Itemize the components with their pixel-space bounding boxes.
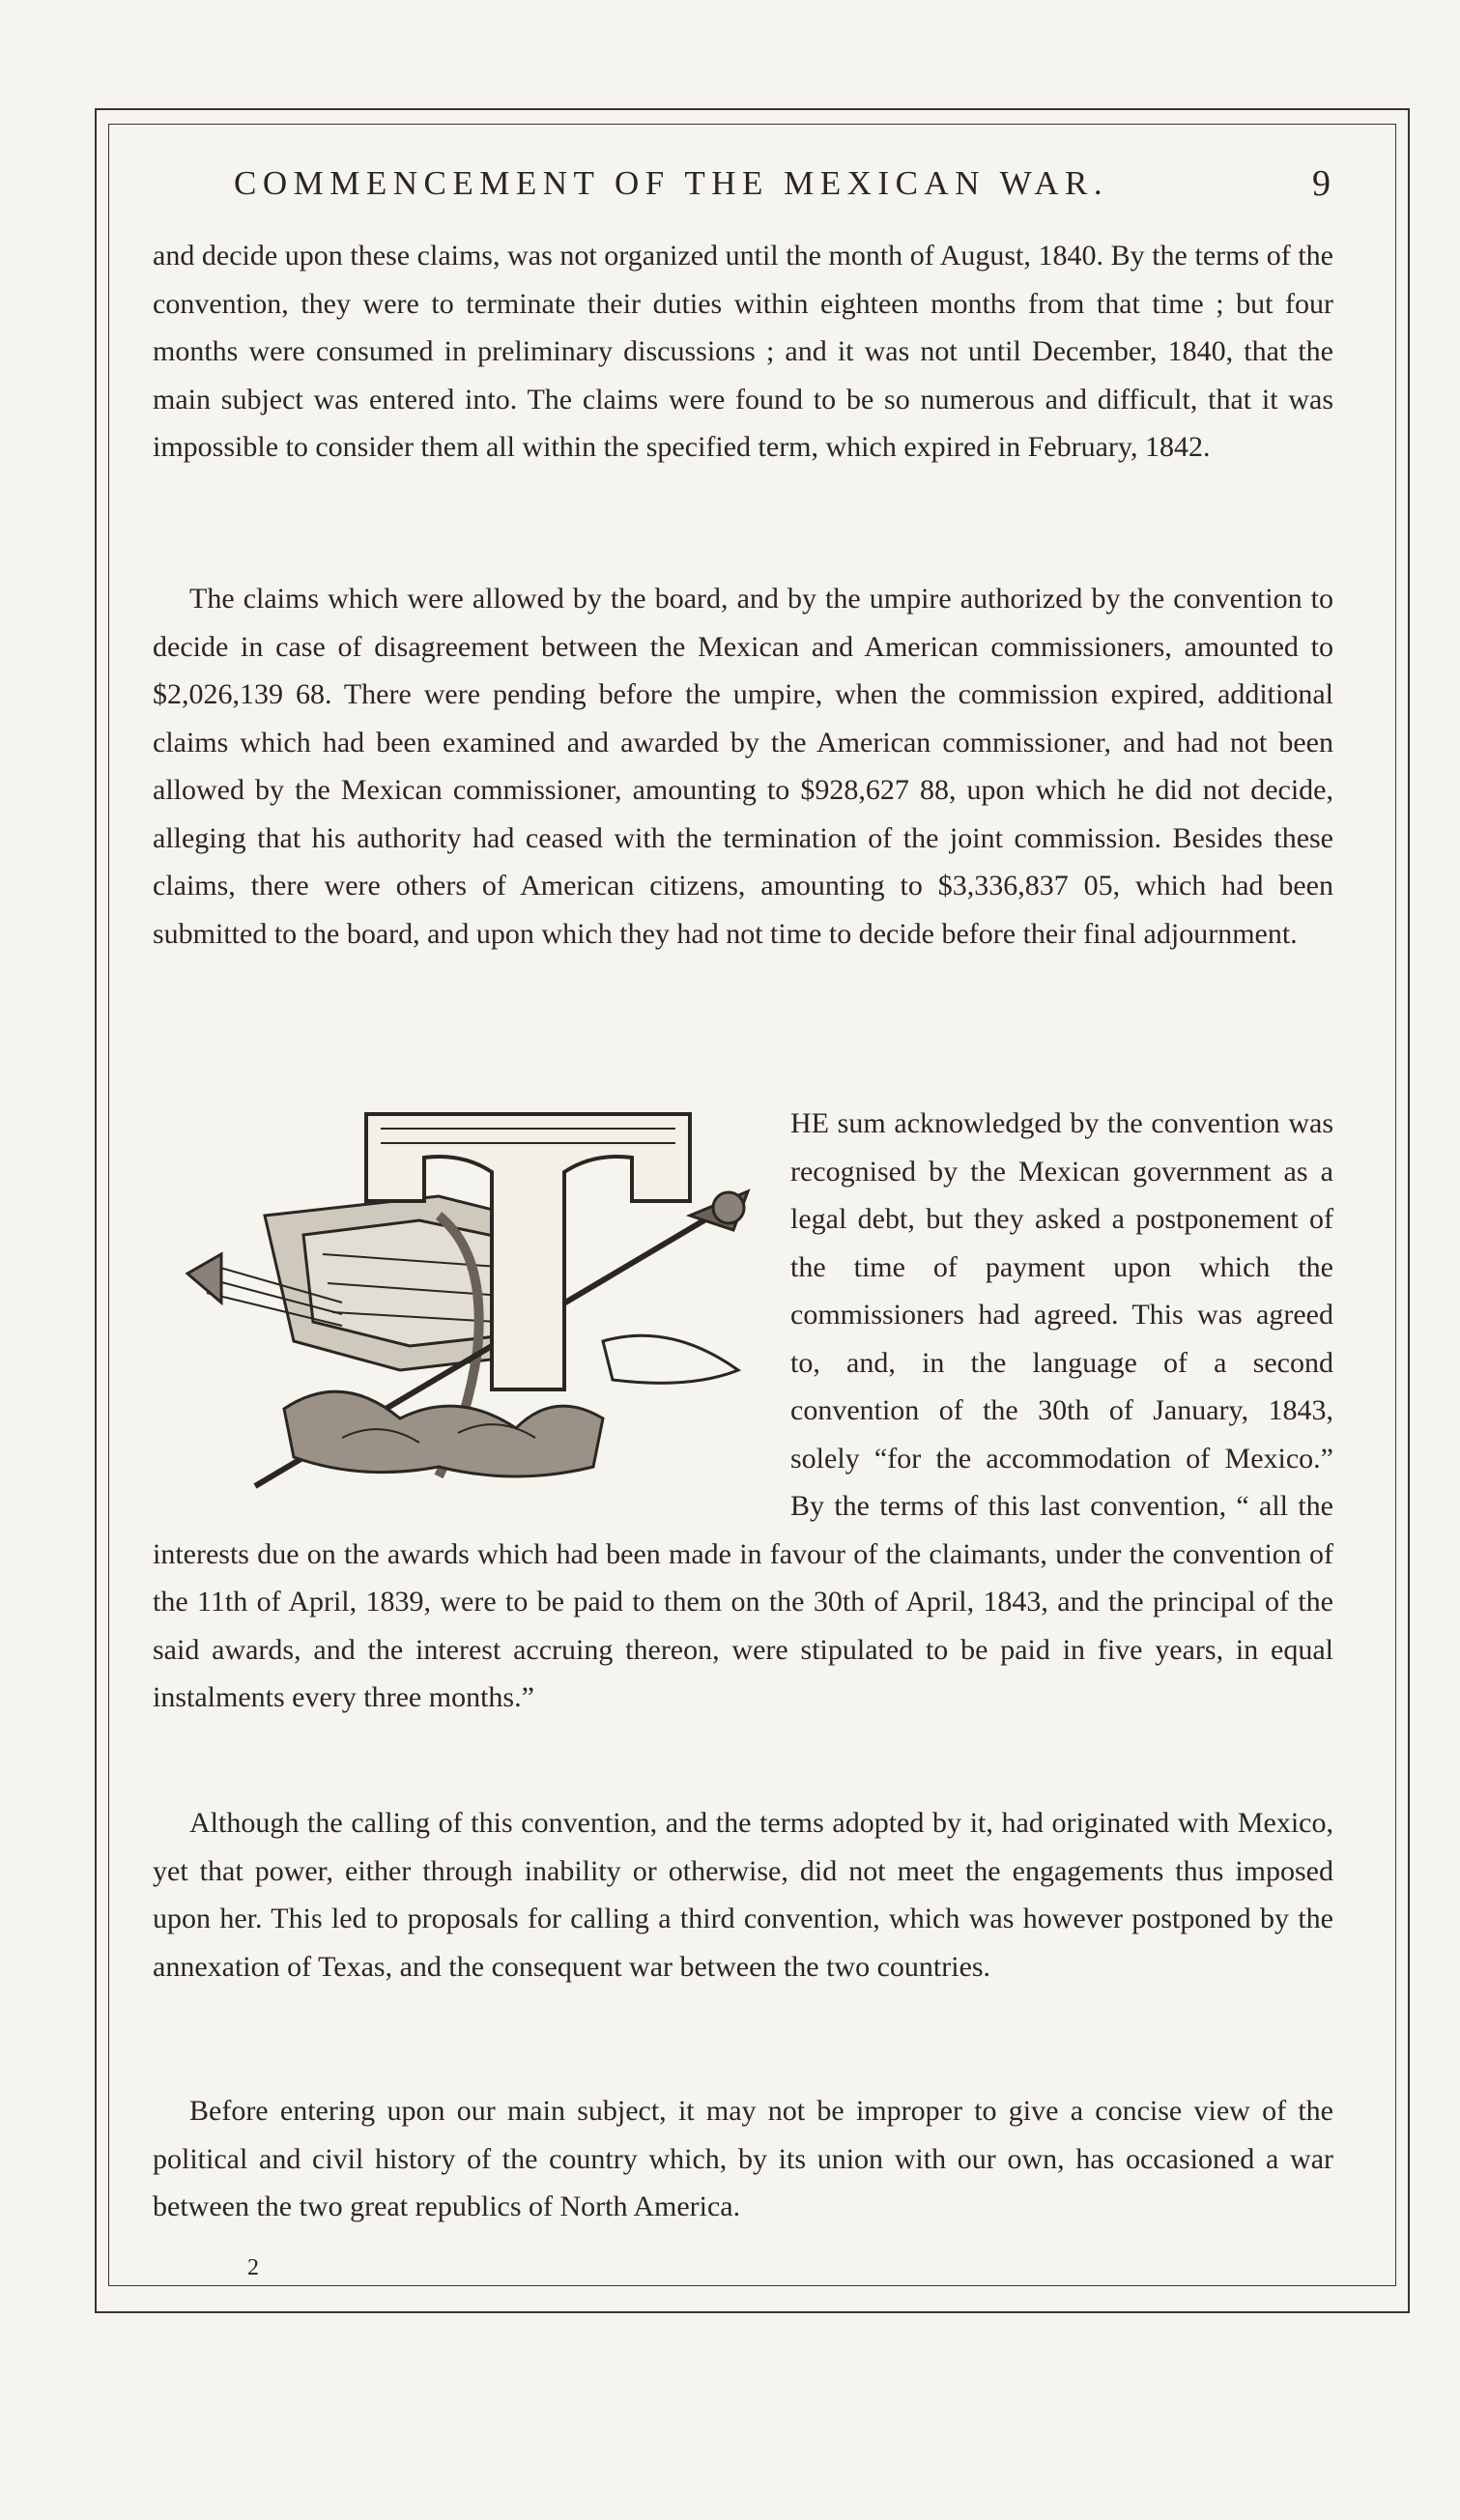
paragraph-3-with-drop-cap	[153, 1100, 1333, 1722]
running-title: COMMENCEMENT OF THE MEXICAN WAR.	[234, 164, 1109, 202]
paragraph-4: Although the calling of this convention, and the terms adopted by it, had originated with Mexico, yet that power, either through inability or otherwise, did not meet the engagements thus imposed upon her. This led to proposals for calling a third convention, which was however postponed by the annexation of Texas, and the consequent war between the two countries.	[153, 1807, 1333, 1983]
page-number: 9	[1312, 163, 1331, 204]
ornamental-drop-cap-t-with-flags-sword-icon	[149, 1100, 777, 1505]
paragraph-5: Before entering upon our main subject, it may not be improper to give a concise view of the political and civil history of the country which, by its union with our own, has occasioned a war between the two great republics of North America.	[153, 2095, 1333, 2222]
paragraph-1: and decide upon these claims, was not organized until the month of August, 1840. By the terms of the convention, they were to terminate their duties within eighteen months from that time ; but four months were consumed in preliminary discussions ; and it was not until December, 1840, that the main subject was entered into. The claims were found to be so numerous and difficult, that it was impossible to consider them all within the specified term, which expired in February, 1842.	[153, 240, 1333, 463]
paragraph-3-text: HE sum acknowledged by the convention was recognised by the Mexican government as a legal debt, but they asked a postponement of the time of payment upon which the commissioners had agreed. This was agreed to, and, in the language of a second convention of the 30th of January, 1843, solely “for the accommodation of Mexico.” By the terms of this last convention, “ all the interests due on the awards which had been made in favour of the claimants, under the convention of the 11th of April, 1839, were to be paid to them on the 30th of April, 1843, and the principal of the said awards, and the interest accruing thereon, were stipulated to be paid in five years, in equal instalments every three months.”	[153, 1107, 1333, 1713]
signature-mark: 2	[247, 2255, 259, 2280]
paragraph-2: The claims which were allowed by the board, and by the umpire authorized by the convention to decide in case of disagreement between the Mexican and American commissioners, amounted to $2,026,139 68. There were pending before the umpire, when the commission expired, additional claims which had been examined and awarded by the American commissioner, and had not been allowed by the Mexican commissioner, amounting to $928,627 88, upon which he did not decide, alleging that his authority had ceased with the termination of the joint commission. Besides these claims, there were others of American citizens, amounting to $3,336,837 05, which had been submitted to the board, and upon which they had not time to decide before their final adjournment.	[153, 583, 1333, 950]
running-header	[108, 164, 1345, 211]
